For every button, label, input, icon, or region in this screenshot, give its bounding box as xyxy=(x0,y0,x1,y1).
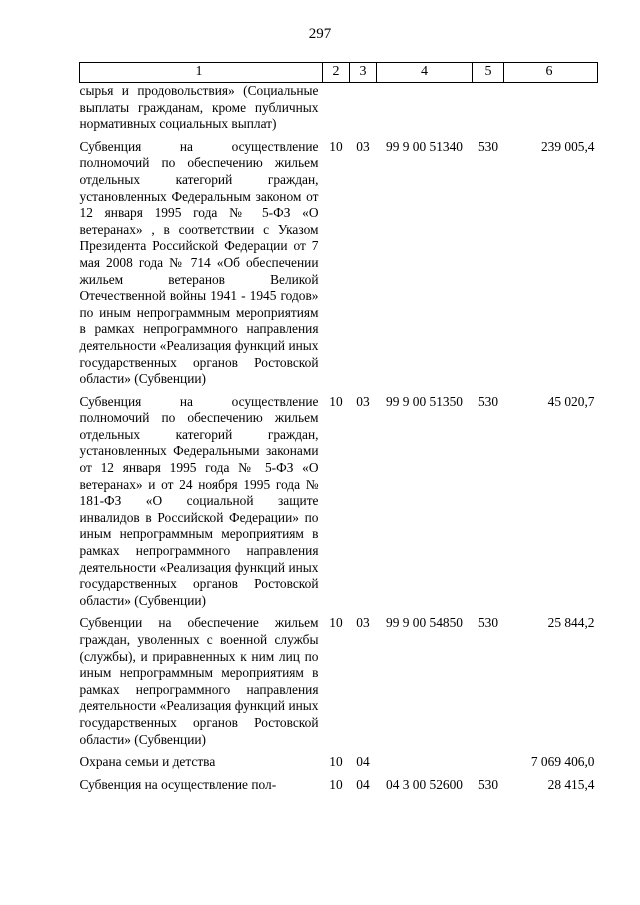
row-section xyxy=(323,83,350,133)
row-amount: 7 069 406,0 xyxy=(530,754,595,770)
header-col-5: 5 xyxy=(473,63,504,83)
header-col-3: 3 xyxy=(350,63,377,83)
row-expense-type: 530 xyxy=(477,138,499,154)
row-subsection: 03 xyxy=(356,138,370,154)
row-description: Субвенция на осуществление пол- xyxy=(79,776,277,792)
row-target-article xyxy=(377,748,473,771)
row-section: 10 xyxy=(329,754,343,770)
row-target-article: 99 9 00 54850 xyxy=(386,615,463,631)
table-row xyxy=(80,388,598,610)
row-description: Субвенция на осуществление полномочий по обеспечению жильем отдельных категорий граждан, установленных Федеральным законом от 12 января 1995 года № 5-ФЗ «О ветеранах» , в соответствии с Указом Президента Российской Федерации от 7 мая 2008 года № 714 «Об обеспечении жильем ветеранов Великой Отечественной войны 1941 - 1945 годов» по иным непрограммным мероприятиям в рамках непрограммного направления деятельности «Реализация функций иных государственных органов Ростовской области» (Субвенции) xyxy=(79,138,319,387)
row-subsection: 03 xyxy=(356,393,370,409)
header-col-2: 2 xyxy=(323,63,350,83)
table-row xyxy=(80,748,598,771)
table-row xyxy=(80,83,598,133)
row-subsection: 04 xyxy=(356,754,370,770)
row-expense-type xyxy=(473,748,504,771)
row-description: сырья и продовольствия» (Социальные выплаты гражданам, кроме публичных нормативных социальных выплат) xyxy=(79,83,319,132)
row-target-article xyxy=(377,83,473,133)
row-description: Охрана семьи и детства xyxy=(79,754,216,770)
budget-table xyxy=(79,62,598,793)
row-amount: 25 844,2 xyxy=(547,615,595,631)
row-section: 10 xyxy=(329,615,343,631)
row-expense-type: 530 xyxy=(477,776,499,792)
row-target-article: 04 3 00 52600 xyxy=(386,776,463,792)
row-target-article: 99 9 00 51350 xyxy=(386,393,463,409)
header-col-6: 6 xyxy=(504,63,598,83)
table-row xyxy=(80,133,598,388)
header-col-1: 1 xyxy=(80,63,323,83)
header-col-4: 4 xyxy=(377,63,473,83)
row-subsection: 04 xyxy=(356,776,370,792)
row-expense-type: 530 xyxy=(477,393,499,409)
row-description: Субвенция на осуществление полномочий по обеспечению жильем отдельных категорий граждан, установленных Федеральными законами от 12 января 1995 года № 5-ФЗ «О ветеранах» и от 24 ноября 1995 года № 181-ФЗ «О социальной защите инвалидов в Российской Федерации» по иным непрограммным мероприятиям в рамках непрограммного направления деятельности «Реализация функций иных государственных органов Ростовской области» (Субвенции) xyxy=(79,393,319,608)
row-expense-type: 530 xyxy=(477,615,499,631)
row-amount xyxy=(504,83,598,133)
header-row xyxy=(80,63,598,83)
table-row xyxy=(80,609,598,748)
row-section: 10 xyxy=(329,138,343,154)
row-amount: 239 005,4 xyxy=(540,138,595,154)
page-number: 297 xyxy=(308,26,332,42)
row-target-article: 99 9 00 51340 xyxy=(386,138,463,154)
row-expense-type xyxy=(473,83,504,133)
row-section: 10 xyxy=(329,776,343,792)
row-description: Субвенции на обеспечение жильем граждан, уволенных с военной службы (службы), и приравненных к ним лиц по иным непрограммным мероприятиям в рамках непрограммного направления деятельности «Реализация функций иных государственных органов Ростовской области» (Субвенции) xyxy=(79,615,319,747)
row-subsection: 03 xyxy=(356,615,370,631)
row-subsection xyxy=(350,83,377,133)
table-row xyxy=(80,771,598,794)
row-section: 10 xyxy=(329,393,343,409)
row-amount: 28 415,4 xyxy=(547,776,595,792)
row-amount: 45 020,7 xyxy=(547,393,595,409)
